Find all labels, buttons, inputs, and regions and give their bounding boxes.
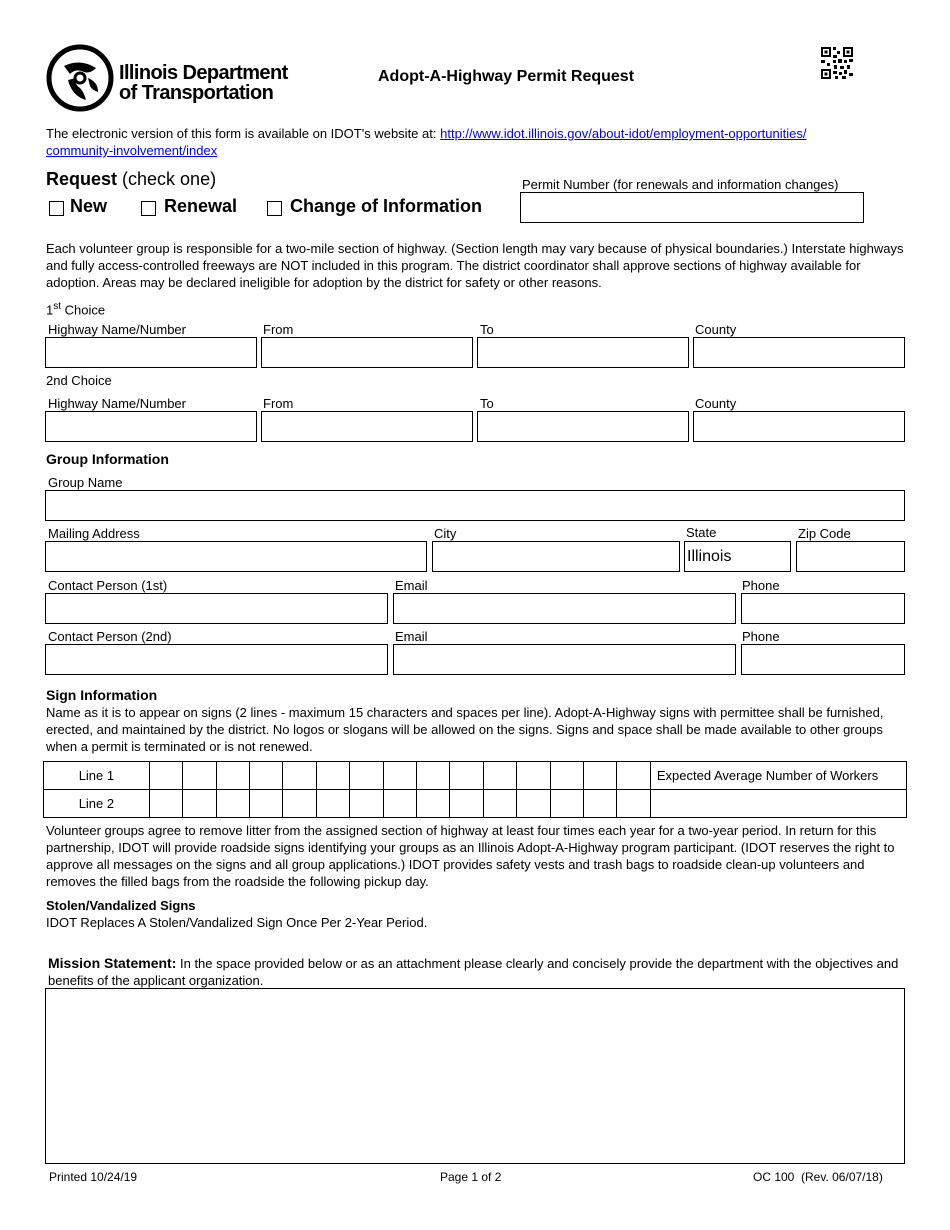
phone2-field[interactable]	[741, 644, 905, 675]
line2-char-8[interactable]	[383, 790, 416, 818]
mission-statement-instructions: In the space provided below or as an attachment please clearly and concisely provide the department with the objectives and benefits of the applicant organization.	[48, 956, 899, 988]
contact1-field[interactable]	[45, 593, 388, 624]
sign-lines-table	[43, 761, 907, 818]
to-label-1: To	[480, 322, 494, 337]
line1-char-15[interactable]	[617, 762, 650, 790]
line1-char-9[interactable]	[417, 762, 450, 790]
first-choice-num: 1	[46, 302, 54, 318]
line2-char-7[interactable]	[350, 790, 383, 818]
line2-char-10[interactable]	[450, 790, 483, 818]
email2-label: Email	[395, 629, 428, 644]
line2-char-6[interactable]	[316, 790, 349, 818]
line1-char-2[interactable]	[183, 762, 216, 790]
mailing-address-label: Mailing Address	[48, 526, 140, 541]
website-link-line1[interactable]: http://www.idot.illinois.gov/about-idot/employment-opportunities/	[440, 126, 807, 141]
sign-line2-row	[44, 790, 907, 818]
agency-name	[119, 63, 288, 103]
first-choice-text: Choice	[64, 302, 106, 318]
mission-statement-field[interactable]	[45, 988, 905, 1164]
line1-char-3[interactable]	[216, 762, 249, 790]
line2-char-1[interactable]	[149, 790, 182, 818]
from-label-1: From	[263, 322, 294, 337]
email1-field[interactable]	[393, 593, 736, 624]
printed-date: Printed 10/24/19	[49, 1170, 138, 1184]
new-checkbox[interactable]	[49, 201, 64, 216]
intro-text: The electronic version of this form is available on IDOT's website at:	[46, 126, 437, 141]
from-field-1[interactable]	[261, 337, 473, 368]
line1-char-11[interactable]	[483, 762, 516, 790]
line2-char-5[interactable]	[283, 790, 316, 818]
phone2-label: Phone	[742, 629, 780, 644]
line2-char-13[interactable]	[550, 790, 583, 818]
workers-field[interactable]	[650, 790, 906, 818]
sign-info-heading: Sign Information	[46, 687, 158, 703]
change-info-option-label: Change of Information	[290, 196, 482, 216]
highway-name-label-1: Highway Name/Number	[48, 322, 186, 337]
stolen-signs-heading: Stolen/Vandalized Signs	[46, 898, 196, 913]
county-label-1: County	[695, 322, 737, 337]
stolen-signs-text: IDOT Replaces A Stolen/Vandalized Sign Once Per 2-Year Period.	[46, 915, 428, 930]
highway-name-field-1[interactable]	[45, 337, 257, 368]
line2-char-15[interactable]	[617, 790, 650, 818]
sign-line1-row	[44, 762, 907, 790]
program-description: Each volunteer group is responsible for a two-mile section of highway. (Section length may vary because of physical boundaries.) Interstate highways and fully access-controlled freeways are NOT included in this program. The district coordinator shall approve sections of highway available for adoption. Areas may be declared ineligible for adoption by the district for safety or other reasons.	[46, 241, 904, 290]
first-choice-label	[46, 299, 105, 317]
line1-char-13[interactable]	[550, 762, 583, 790]
line1-char-8[interactable]	[383, 762, 416, 790]
line1-char-7[interactable]	[350, 762, 383, 790]
zip-code-field[interactable]	[796, 541, 905, 572]
line1-char-10[interactable]	[450, 762, 483, 790]
mailing-address-field[interactable]	[45, 541, 427, 572]
qr-code-icon	[821, 47, 853, 79]
line2-char-2[interactable]	[183, 790, 216, 818]
line2-char-9[interactable]	[417, 790, 450, 818]
renewal-checkbox[interactable]	[141, 201, 156, 216]
new-option-label: New	[70, 196, 108, 216]
line2-char-4[interactable]	[250, 790, 283, 818]
state-label: State	[686, 525, 717, 540]
contact2-label: Contact Person (2nd)	[48, 629, 172, 644]
group-info-heading: Group Information	[46, 451, 169, 467]
permit-number-field[interactable]	[520, 192, 864, 223]
agency-name-line2: of Transportation	[119, 82, 274, 104]
intro-text-block	[46, 125, 906, 159]
change-info-checkbox[interactable]	[267, 201, 282, 216]
contact1-label: Contact Person (1st)	[48, 578, 168, 593]
phone1-label: Phone	[742, 578, 780, 593]
group-name-label: Group Name	[48, 475, 123, 490]
idot-logo-icon	[46, 44, 114, 112]
group-name-field[interactable]	[45, 490, 905, 521]
form-title: Adopt-A-Highway Permit Request	[378, 68, 635, 85]
line1-char-5[interactable]	[283, 762, 316, 790]
county-label-2: County	[695, 396, 737, 411]
line2-char-12[interactable]	[517, 790, 550, 818]
page-number: Page 1 of 2	[440, 1170, 502, 1184]
line2-char-11[interactable]	[483, 790, 516, 818]
contact2-field[interactable]	[45, 644, 388, 675]
line1-label: Line 1	[44, 762, 150, 790]
website-link-line2[interactable]: community-involvement/index	[46, 143, 218, 158]
state-field[interactable]	[684, 541, 791, 572]
mission-statement-heading: Mission Statement:	[48, 955, 177, 971]
from-field-2[interactable]	[261, 411, 473, 442]
highway-name-field-2[interactable]	[45, 411, 257, 442]
workers-label: Expected Average Number of Workers	[650, 762, 906, 790]
zip-code-label: Zip Code	[798, 526, 851, 541]
state-value: Illinois	[687, 548, 732, 565]
city-field[interactable]	[432, 541, 680, 572]
line1-char-12[interactable]	[517, 762, 550, 790]
email1-label: Email	[395, 578, 428, 593]
request-heading	[46, 169, 216, 190]
request-heading-text: Request	[46, 169, 118, 189]
first-choice-sup: st	[53, 301, 62, 312]
to-field-2[interactable]	[477, 411, 689, 442]
second-choice-label: 2nd Choice	[46, 373, 112, 388]
request-note: (check one)	[122, 169, 217, 189]
line1-char-6[interactable]	[316, 762, 349, 790]
agreement-text: Volunteer groups agree to remove litter from the assigned section of highway at least four times each year for a two-year period. In return for this partnership, IDOT will provide roadside signs identifying your groups as an Illinois Adopt-A-Highway program participant. (IDOT reserves the right to approve all messages on the signs and all group applications.) IDOT provides safety vests and trash bags to roadside clean-up volunteers and removes the filled bags from the roadside the following pickup day.	[46, 823, 895, 889]
county-field-1[interactable]	[693, 337, 905, 368]
renewal-option-label: Renewal	[164, 196, 238, 216]
from-label-2: From	[263, 396, 294, 411]
mission-statement-intro	[48, 955, 908, 989]
to-field-1[interactable]	[477, 337, 689, 368]
highway-name-label-2: Highway Name/Number	[48, 396, 186, 411]
line2-char-3[interactable]	[216, 790, 249, 818]
to-label-2: To	[480, 396, 494, 411]
form-id: OC 100 (Rev. 06/07/18)	[753, 1170, 883, 1184]
line2-label: Line 2	[44, 790, 150, 818]
email2-field[interactable]	[393, 644, 736, 675]
city-label: City	[434, 526, 457, 541]
permit-number-label: Permit Number (for renewals and information changes)	[522, 177, 839, 192]
phone1-field[interactable]	[741, 593, 905, 624]
sign-info-text: Name as it is to appear on signs (2 lines - maximum 15 characters and spaces per line). Adopt-A-Highway signs with permittee shall be furnished, erected, and maintained by the district. No logos or slogans will be allowed on the signs. Signs and space shall be made available to other groups when a permit is terminated or is not renewed.	[46, 705, 884, 754]
line1-char-14[interactable]	[584, 762, 617, 790]
line1-char-1[interactable]	[149, 762, 182, 790]
line1-char-4[interactable]	[250, 762, 283, 790]
agency-name-line1: Illinois Department	[119, 62, 288, 84]
county-field-2[interactable]	[693, 411, 905, 442]
line2-char-14[interactable]	[584, 790, 617, 818]
